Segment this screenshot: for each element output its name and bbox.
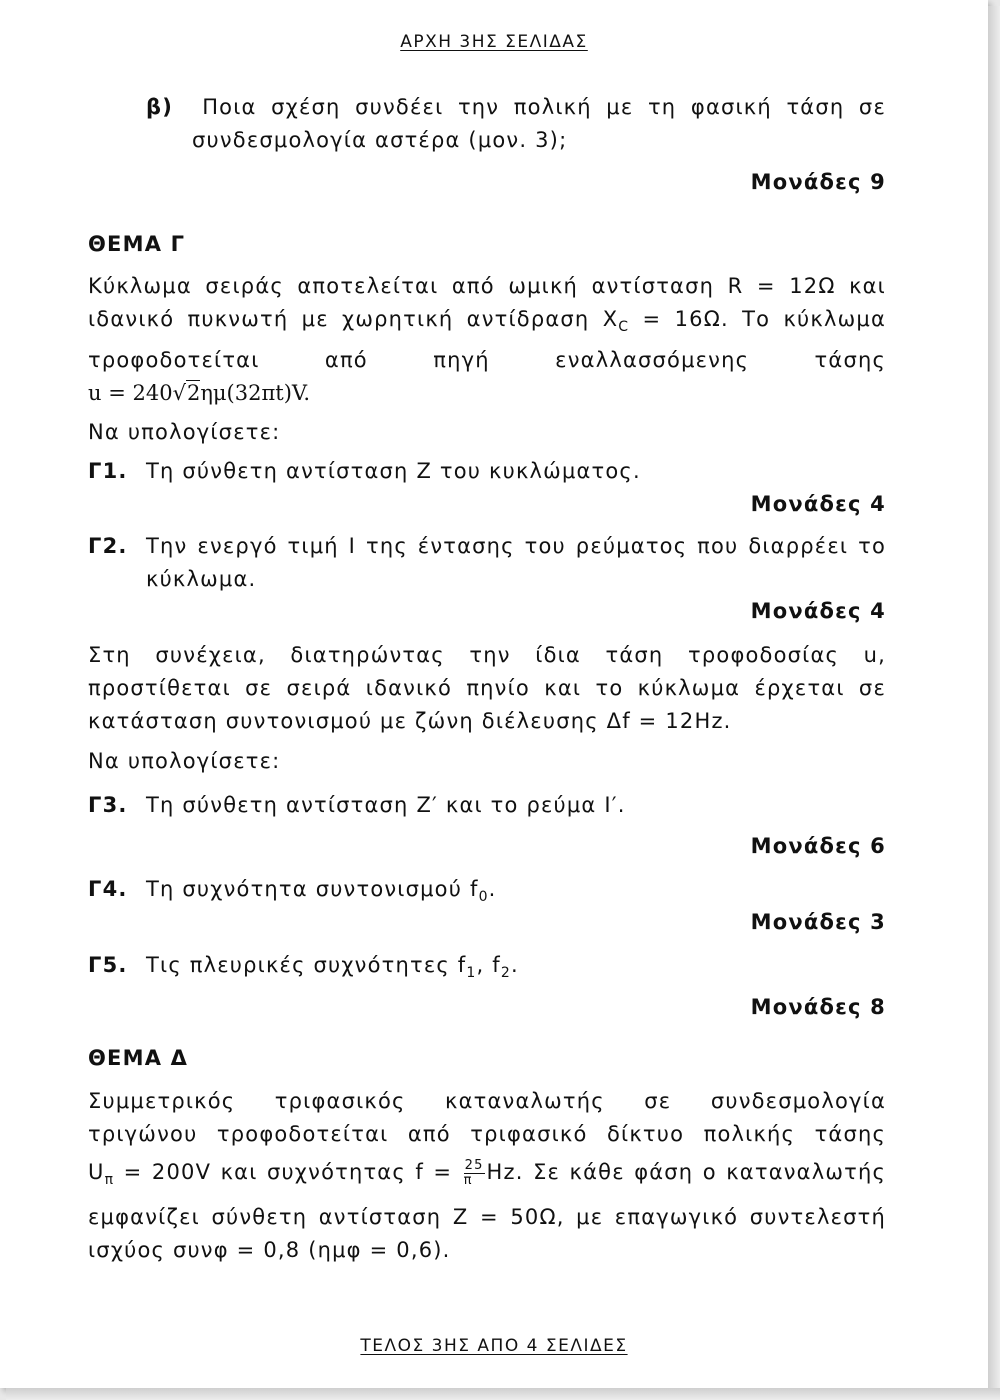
section-title-g: ΘΕΜΑ Γ bbox=[88, 232, 186, 256]
page-shadow-right bbox=[988, 6, 1000, 1400]
section-title-d: ΘΕΜΑ Δ bbox=[88, 1046, 189, 1070]
calc-prompt-2: Να υπολογίσετε: bbox=[88, 749, 281, 773]
sqrt-symbol: √2 bbox=[172, 381, 201, 405]
question-g4: Γ4. Τη συχνότητα συντονισμού $f_0$. bbox=[88, 877, 497, 905]
continuation-paragraph: Στη συνέχεια, διατηρώντας την ίδια τάση τροφοδοσίας u, προστίθεται σε σειρά ιδανικό πηνίο και το κύκλωμα έρχεται σε κατάσταση συντονισμού με ζώνη διέλευσης Δf = 12Hz. bbox=[88, 643, 886, 733]
page-header: ΑΡΧΗ 3ΗΣ ΣΕΛΙΔΑΣ bbox=[400, 32, 588, 52]
intro-paragraph-g: Κύκλωμα σειράς αποτελείται από ωμική αντίσταση R = 12Ω και ιδανικό πυκνωτή με χωρητική αντίδραση $X_C = 16\Omega$. Το κύκλωμα τροφοδοτείται από πηγή εναλλασσόμενης τάσης u = 240√2ημ(32πt)V. bbox=[88, 270, 886, 410]
question-label: β) bbox=[146, 95, 174, 119]
question-g1: Γ1. Τη σύνθετη αντίσταση Z του κυκλώματος. bbox=[88, 459, 641, 483]
points-g3: Μονάδες 6 bbox=[750, 834, 886, 858]
page-footer: ΤΕΛΟΣ 3ΗΣ ΑΠΟ 4 ΣΕΛΙΔΕΣ bbox=[360, 1336, 628, 1356]
points-g1: Μονάδες 4 bbox=[750, 492, 886, 516]
points-beta: Μονάδες 9 bbox=[750, 170, 886, 194]
question-g2: Γ2. Την ενεργό τιμή I της έντασης του ρεύματος που διαρρέει το κύκλωμα. bbox=[88, 534, 886, 591]
fraction: $\frac{25}{\pi}$ bbox=[463, 1157, 484, 1188]
points-g2: Μονάδες 4 bbox=[750, 599, 886, 623]
points-g4: Μονάδες 3 bbox=[750, 910, 886, 934]
question-g5: Γ5. Τις πλευρικές συχνότητες $f_1$, $f_2$. bbox=[88, 953, 519, 981]
paragraph-d: Συμμετρικός τριφασικός καταναλωτής σε συνδεσμολογία τριγώνου τροφοδοτείται από τριφασικό δίκτυο πολικής τάσης $U_\pi = 200V$ και συχνότητας f = $\frac{25}{\pi}$ Hz. Σε κάθε φάση ο καταναλωτής εμφανίζει σύνθετη αντίσταση Z = 50Ω, με επαγωγικό συντελεστή ισχύος συνφ = 0,8 (ημφ = 0,6). bbox=[88, 1089, 887, 1262]
question-g3: Γ3. Τη σύνθετη αντίσταση Z′ και το ρεύμα I′. bbox=[88, 793, 626, 817]
points-g5: Μονάδες 8 bbox=[750, 995, 886, 1019]
page-shadow-bottom bbox=[6, 1388, 1000, 1400]
calc-prompt: Να υπολογίσετε: bbox=[88, 420, 281, 444]
question-beta: β) Ποια σχέση συνδέει την πολική με τη φασική τάση σε συνδεσμολογία αστέρα (μον. 3); bbox=[146, 95, 886, 152]
